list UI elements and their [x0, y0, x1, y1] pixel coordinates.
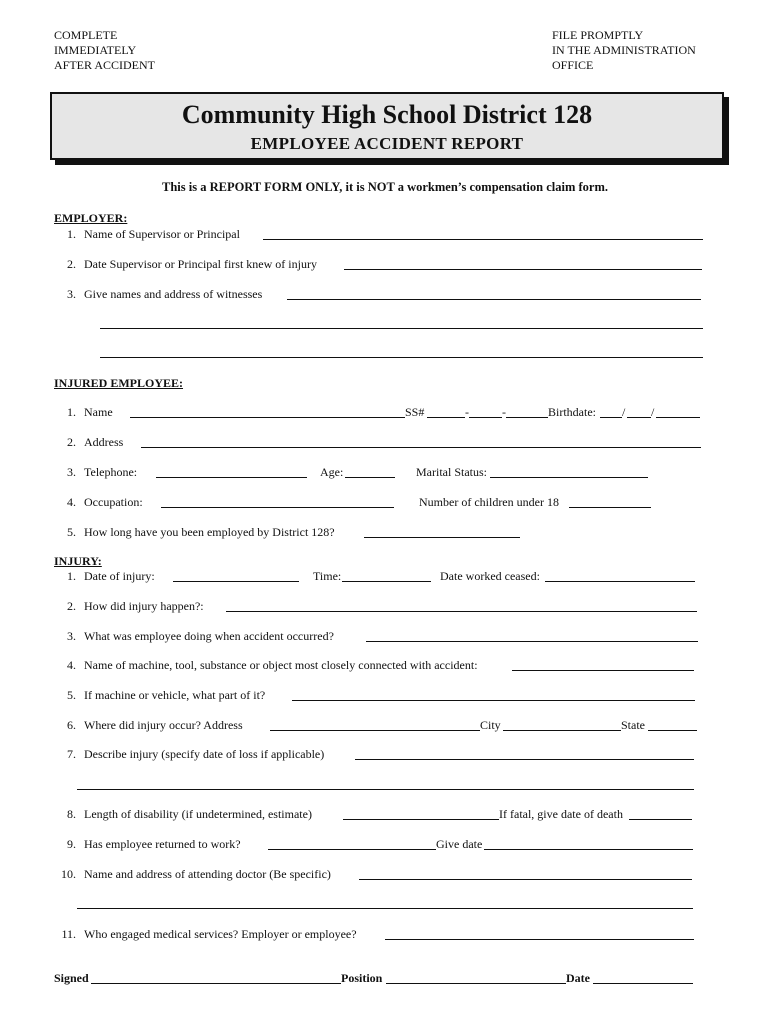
vehicle-part-field[interactable] [292, 700, 695, 701]
item-number: 1. [67, 227, 76, 241]
injury-where-row [54, 718, 243, 733]
medical-services-label: Who engaged medical services? Employer or employee? [84, 927, 357, 941]
item-number: 2. [67, 435, 76, 449]
first-knew-label: Date Supervisor or Principal first knew of injury [84, 257, 317, 271]
ss-field-part2[interactable] [469, 417, 502, 418]
item-number: 8. [67, 807, 76, 821]
position-label: Position [341, 971, 383, 985]
report-title: EMPLOYEE ACCIDENT REPORT [250, 134, 524, 153]
witnesses-field[interactable] [287, 299, 701, 300]
state-label: State [621, 718, 645, 732]
header-left-line: IMMEDIATELY [54, 43, 137, 57]
birth-month-field[interactable] [600, 417, 622, 418]
item-number: 7. [67, 747, 76, 761]
employer-heading: EMPLOYER: [54, 211, 128, 225]
returned-label: Has employee returned to work? [84, 837, 241, 851]
injury-engaged-row [54, 927, 357, 942]
injured-name-row [54, 405, 113, 420]
item-number: 4. [67, 495, 76, 509]
injury-address-label: Where did injury occur? Address [84, 718, 243, 732]
item-number: 5. [67, 688, 76, 702]
first-knew-field[interactable] [344, 269, 702, 270]
injury-heading: INJURY: [54, 554, 102, 568]
time-label: Time: [313, 569, 342, 583]
item-number: 1. [67, 405, 76, 419]
item-number: 3. [67, 287, 76, 301]
employee-doing-label: What was employee doing when accident occurred? [84, 629, 334, 643]
title-box [50, 92, 724, 160]
age-label: Age: [320, 465, 344, 479]
employee-doing-field[interactable] [366, 641, 698, 642]
header-left-line: AFTER ACCIDENT [54, 58, 156, 72]
witnesses-field-line3[interactable] [100, 357, 703, 358]
position-field[interactable] [386, 983, 566, 984]
give-date-label: Give date [436, 837, 483, 851]
ss-label: SS# [405, 405, 425, 419]
how-happen-field[interactable] [226, 611, 697, 612]
witnesses-field-line2[interactable] [100, 328, 703, 329]
supervisor-name-field[interactable] [263, 239, 703, 240]
name-label: Name [84, 405, 113, 419]
item-number: 4. [67, 658, 76, 672]
describe-injury-field[interactable] [355, 759, 694, 760]
vehicle-part-label: If machine or vehicle, what part of it? [84, 688, 266, 702]
age-field[interactable] [345, 477, 395, 478]
machine-label: Name of machine, tool, substance or object most closely connected with accident: [84, 658, 478, 672]
doctor-label: Name and address of attending doctor (Be specific) [84, 867, 331, 881]
signed-field[interactable] [91, 983, 341, 984]
children-field[interactable] [569, 507, 651, 508]
children-label: Number of children under 18 [419, 495, 559, 509]
item-number: 3. [67, 629, 76, 643]
address-field[interactable] [141, 447, 701, 448]
injury-doing-row [54, 629, 334, 644]
ss-field-part3[interactable] [506, 417, 548, 418]
injury-how-row [54, 599, 204, 614]
time-field[interactable] [342, 581, 431, 582]
give-date-field[interactable] [484, 849, 693, 850]
date-label: Date [566, 971, 590, 985]
disability-label: Length of disability (if undetermined, estimate) [84, 807, 312, 821]
city-label: City [480, 718, 501, 732]
birthdate-label: Birthdate: [548, 405, 596, 419]
telephone-label: Telephone: [84, 465, 138, 479]
injury-doctor-row [54, 867, 331, 882]
doctor-field[interactable] [359, 879, 692, 880]
ss-dash: - [465, 405, 469, 419]
date-worked-ceased-label: Date worked ceased: [440, 569, 540, 583]
item-number: 5. [67, 525, 76, 539]
injured-occupation-row [54, 495, 143, 510]
disability-field[interactable] [343, 819, 499, 820]
employer-item-2 [54, 257, 317, 272]
date-worked-ceased-field[interactable] [545, 581, 695, 582]
marital-status-field[interactable] [490, 477, 648, 478]
doctor-field-line2[interactable] [77, 908, 693, 909]
date-of-injury-label: Date of injury: [84, 569, 155, 583]
injured-employed-row [54, 525, 335, 540]
returned-field[interactable] [268, 849, 436, 850]
ss-dash: - [502, 405, 506, 419]
telephone-field[interactable] [156, 477, 307, 478]
injured-employee-heading: INJURED EMPLOYEE: [54, 376, 184, 390]
item-number: 2. [67, 257, 76, 271]
marital-status-label: Marital Status: [416, 465, 487, 479]
injured-telephone-row [54, 465, 137, 480]
district-title: Community High School District 128 [181, 100, 593, 129]
item-number: 2. [67, 599, 76, 613]
header-left-line: COMPLETE [54, 28, 118, 42]
signed-label: Signed [54, 971, 89, 985]
medical-services-field[interactable] [385, 939, 694, 940]
occupation-field[interactable] [161, 507, 394, 508]
birth-year-field[interactable] [656, 417, 700, 418]
injury-vehicle-row [54, 688, 265, 703]
injury-returned-row [54, 837, 241, 852]
fatal-date-field[interactable] [629, 819, 692, 820]
notice-text: This is a REPORT FORM ONLY, it is NOT a workmen’s compensation claim form. [162, 180, 608, 194]
item-number: 9. [67, 837, 76, 851]
machine-field[interactable] [512, 670, 694, 671]
state-field[interactable] [648, 730, 697, 731]
date-slash: / [622, 405, 626, 419]
occupation-label: Occupation: [84, 495, 143, 509]
header-right-line: OFFICE [552, 58, 594, 72]
ss-field-part1[interactable] [427, 417, 465, 418]
city-field[interactable] [503, 730, 621, 731]
injury-describe-row [54, 747, 324, 762]
witnesses-label: Give names and address of witnesses [84, 287, 263, 301]
employed-field[interactable] [364, 537, 520, 538]
header-right [552, 28, 696, 73]
date-field[interactable] [593, 983, 693, 984]
header-right-line: FILE PROMPTLY [552, 28, 644, 42]
item-number: 1. [67, 569, 76, 583]
birth-day-field[interactable] [627, 417, 651, 418]
injury-address-field[interactable] [270, 730, 480, 731]
employer-item-3 [54, 287, 262, 302]
fatal-date-label: If fatal, give date of death [499, 807, 623, 821]
header-right-line: IN THE ADMINISTRATION [552, 43, 696, 57]
injury-machine-row [54, 658, 478, 673]
injury-date-row [54, 569, 155, 584]
how-happen-label: How did injury happen?: [84, 599, 204, 613]
employed-label: How long have you been employed by District 128? [84, 525, 335, 539]
employer-item-1 [54, 227, 240, 242]
item-number: 11. [61, 927, 76, 941]
describe-injury-field-line2[interactable] [77, 789, 694, 790]
injury-disability-row [54, 807, 312, 822]
injured-address-row [54, 435, 123, 450]
item-number: 3. [67, 465, 76, 479]
item-number: 6. [67, 718, 76, 732]
header-left [54, 28, 155, 73]
date-of-injury-field[interactable] [173, 581, 299, 582]
name-field[interactable] [130, 417, 405, 418]
address-label: Address [84, 435, 124, 449]
describe-injury-label: Describe injury (specify date of loss if applicable) [84, 747, 325, 761]
date-slash: / [651, 405, 655, 419]
item-number: 10. [61, 867, 76, 881]
supervisor-name-label: Name of Supervisor or Principal [84, 227, 240, 241]
